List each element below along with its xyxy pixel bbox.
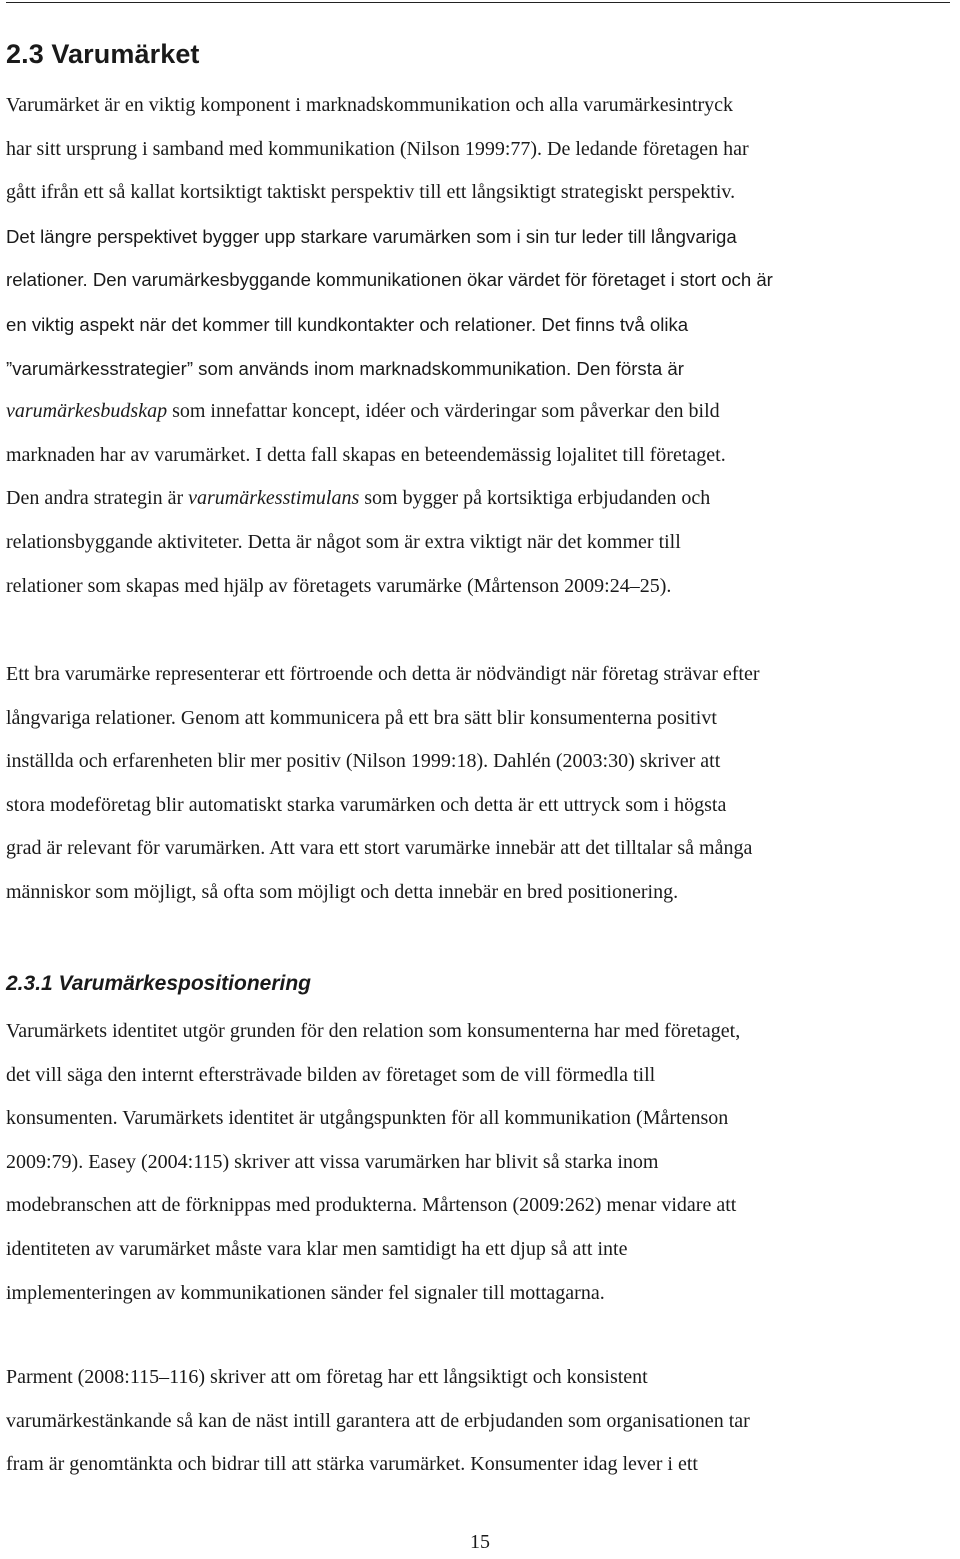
text-span: Den varumärkesbyggande kommunikationen ökar värdet för företaget i stort och är [87,269,773,291]
paragraph-3 [6,1010,954,1315]
subsection-heading: 2.3.1 Varumärkespositionering [6,972,312,995]
text-line: människor som möjligt, så ofta som möjligt och detta innebär en bred positionering. [6,880,679,903]
text-line [6,477,954,521]
text-line: grad är relevant för varumärken. Att vara ett stort varumärke innebär att det tilltalar så många [6,837,753,860]
paragraph-2 [6,653,954,915]
text-line: gått ifrån ett så kallat kortsiktigt taktiskt perspektiv till ett långsiktigt strategiskt perspektiv. [6,181,736,204]
text-line: en viktig aspekt när det kommer till kundkontakter och relationer. Det finns två olika [6,313,689,335]
text-line: stora modeföretag blir automatiskt starka varumärken och detta är ett uttryck som i högsta [6,793,727,816]
text-line: varumärkestänkande så kan de näst intill garantera att de erbjudanden som organisationen tar [6,1409,750,1432]
text-span: relationer. [6,269,88,291]
text-line: fram är genomtänkta och bidrar till att stärka varumärket. Konsumenter idag lever i ett [6,1453,698,1476]
text-line: implementeringen av kommunikationen sänder fel signaler till mottagarna. [6,1281,605,1304]
text-line: ”varumärkesstrategier” som används inom marknadskommunikation. Den första är [6,357,684,379]
page-number: 15 [470,1531,490,1553]
text-span: Den andra strategin är [6,487,189,510]
emphasis-term: varumärkesstimulans [188,487,360,510]
top-rule [6,2,950,3]
text-line: har sitt ursprung i samband med kommunikation (Nilson 1999:77). De ledande företagen har [6,137,749,160]
text-line: Varumärket är en viktig komponent i marknadskommunikation och alla varumärkesintryck [6,94,734,116]
text-line: Ett bra varumärke representerar ett förtroende och detta är nödvändigt när företag strävar efter [6,663,760,685]
text-line: långvariga relationer. Genom att kommunicera på ett bra sätt blir konsumenterna positivt [6,706,717,729]
text-line: marknaden har av varumärket. I detta fall skapas en beteendemässig lojalitet till företaget. [6,443,726,466]
text-line: modebranschen att de förknippas med produkterna. Mårtenson (2009:262) menar vidare att [6,1194,737,1217]
text-line: relationer som skapas med hjälp av företagets varumärke (Mårtenson 2009:24–25). [6,574,672,597]
text-line: konsumenten. Varumärkets identitet är utgångspunkten för all kommunikation (Mårtenson [6,1107,729,1130]
text-line: Varumärkets identitet utgör grunden för den relation som konsumenterna har med företaget, [6,1020,741,1042]
text-span: som innefattar koncept, idéer och värderingar som påverkar den bild [167,400,720,423]
emphasis-term: varumärkesbudskap [6,400,168,423]
text-line: inställda och erfarenheten blir mer positiv (Nilson 1999:18). Dahlén (2003:30) skriver att [6,750,721,773]
text-line: identiteten av varumärket måste vara klar men samtidigt ha ett djup så att inte [6,1237,628,1260]
text-line [6,258,954,303]
text-span: som bygger på kortsiktiga erbjudanden och [359,487,711,510]
text-line: 2009:79). Easey (2004:115) skriver att vissa varumärken har blivit så starka inom [6,1150,659,1173]
text-line [6,390,954,434]
section-heading: 2.3 Varumärket [6,39,200,69]
text-line: relationsbyggande aktiviteter. Detta är något som är extra viktigt när det kommer till [6,530,681,553]
text-line: Det längre perspektivet bygger upp starkare varumärken som i sin tur leder till långvariga [6,225,737,247]
paragraph-4 [6,1356,954,1487]
text-line: Parment (2008:115–116) skriver att om företag har ett långsiktigt och konsistent [6,1366,648,1388]
text-line: det vill säga den internt eftersträvade bilden av företaget som de vill förmedla till [6,1063,656,1086]
paragraph-1 [6,84,954,608]
